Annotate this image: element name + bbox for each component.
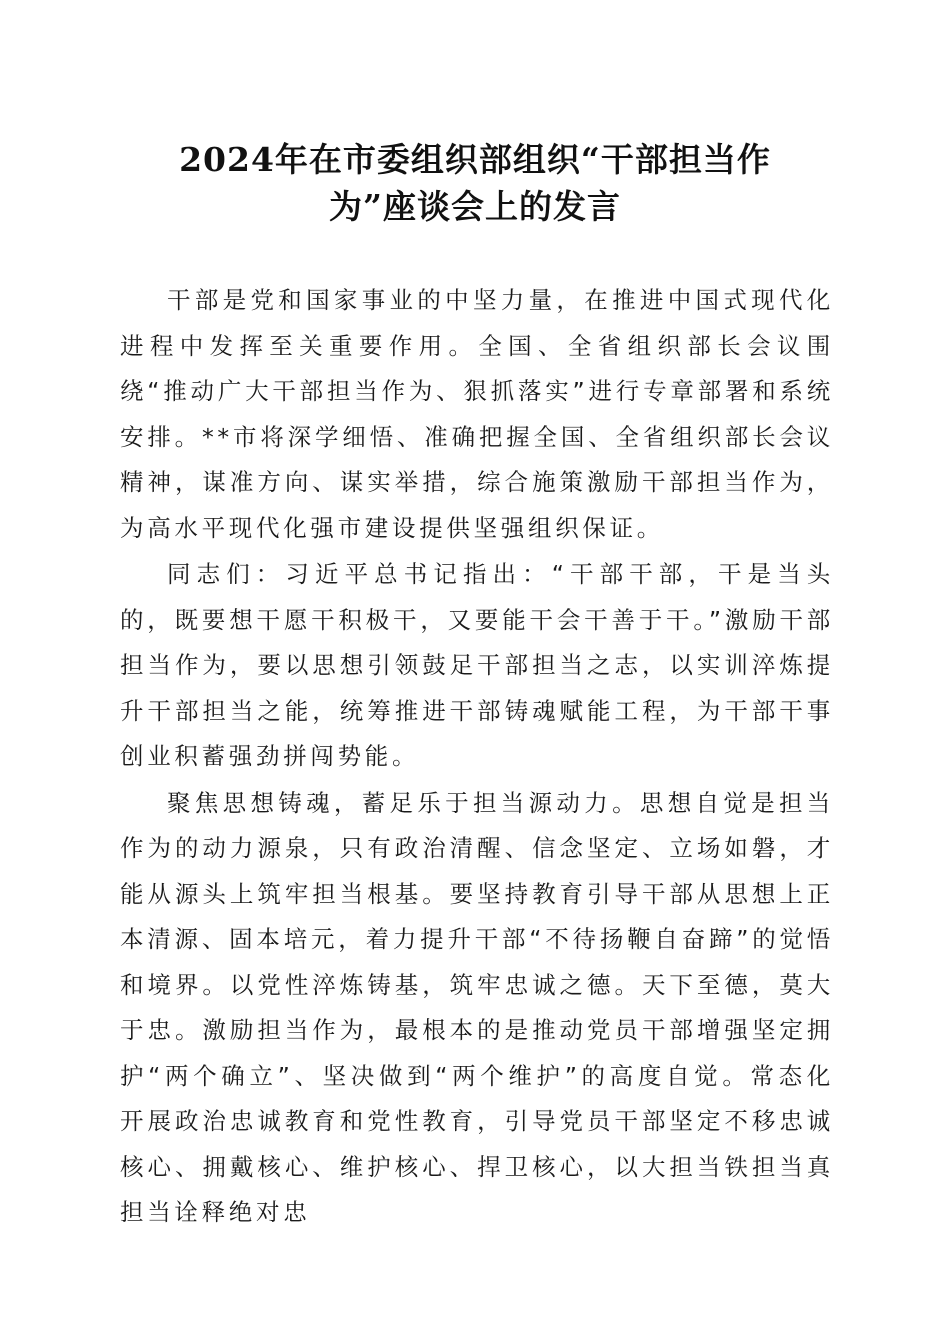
document-title xyxy=(120,136,830,230)
paragraph-quote: 同志们：习近平总书记指出：“干部干部，干是当头的，既要想干愿干积极干，又要能干会干善于干。”激励干部担当作为，要以思想引领鼓足干部担当之志，以实训淬炼提升干部担当之能，统筹推进干部铸魂赋能工程，为干部干事创业积蓄强劲拼闯势能。 xyxy=(120,560,834,770)
paragraph-thought-casting: 聚焦思想铸魂，蓄足乐于担当源动力。思想自觉是担当作为的动力源泉，只有政治清醒、信念坚定、立场如磐，才能从源头上筑牢担当根基。要坚持教育引导干部从思想上正本清源、固本培元，着力提升干部“不待扬鞭自奋蹄”的觉悟和境界。以党性淬炼铸基，筑牢忠诚之德。天下至德，莫大于忠。激励担当作为，最根本的是推动党员干部增强坚定拥护“两个确立”、坚决做到“两个维护”的高度自觉。常态化开展政治忠诚教育和党性教育，引导党员干部坚定不移忠诚核心、拥戴核心、维护核心、捍卫核心，以大担当铁担当真担当诠释绝对忠 xyxy=(120,788,834,1226)
document-body xyxy=(120,278,834,1237)
title-line-1: 2024年在市委组织部组织“干部担当作 xyxy=(179,140,771,179)
paragraph-intro: 干部是党和国家事业的中坚力量，在推进中国式现代化进程中发挥至关重要作用。全国、全省组织部长会议围绕“推动广大干部担当作为、狠抓落实”进行专章部署和系统安排。**市将深学细悟、准确把握全国、全省组织部长会议精神，谋准方向、谋实举措，综合施策激励干部担当作为，为高水平现代化强市建设提供坚强组织保证。 xyxy=(120,286,834,542)
title-line-2: 为”座谈会上的发言 xyxy=(329,187,621,226)
